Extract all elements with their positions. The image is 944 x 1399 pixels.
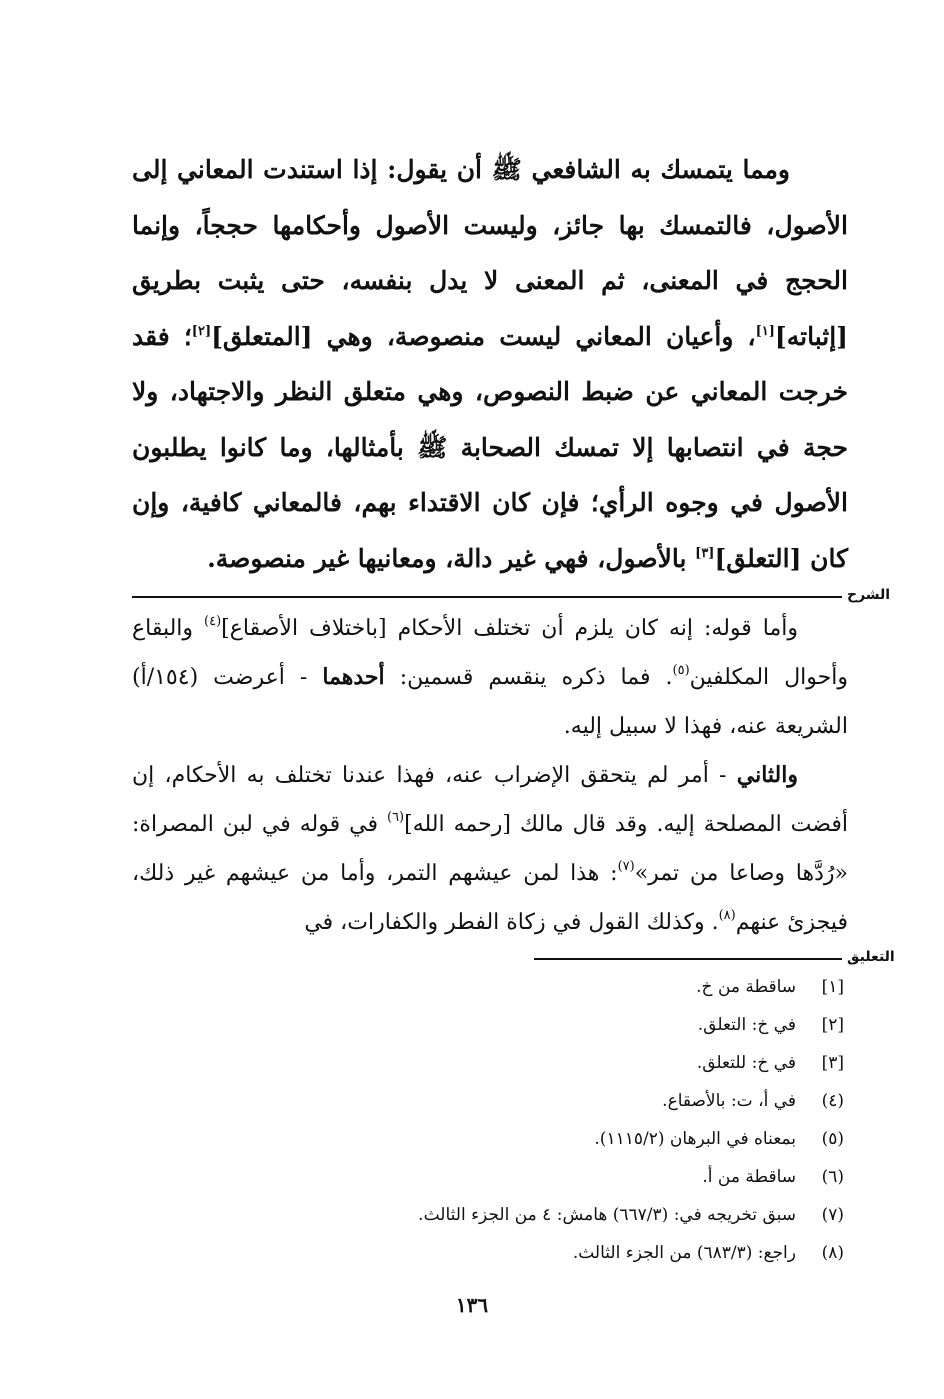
footnote-text: ساقطة من خ. (696, 977, 796, 997)
footnote-marker: (٦) (386, 810, 405, 825)
footnote-item (244, 1196, 844, 1234)
footnote-number: [٣] (821, 1053, 844, 1073)
main-text-part: ومما يتمسك به الشافعي ﷺ أن يقول: إذا استندت المعاني إلى الأصول، فالتمسك بها جائز، وليست الأصول وأحكامها حججاً، وإنما الحجج في المعنى، ثم المعنى لا يدل بنفسه، حتى يثبت بطريق [إثباته] (132, 155, 848, 351)
footnote-number: (٧) (821, 1205, 844, 1225)
page-number: ١٣٦ (455, 1293, 489, 1317)
sharh-divider (132, 596, 842, 598)
footnote-number: [١] (821, 977, 844, 997)
footnotes (244, 968, 844, 1272)
footnote-number: (٤) (821, 1091, 844, 1111)
footnote-text: راجع: (٦٨٣/٣) من الجزء الثالث. (572, 1243, 796, 1263)
main-paragraph (132, 142, 848, 586)
commentary-paragraph (132, 751, 848, 947)
commentary-emphasis: أحدهما (322, 664, 385, 690)
footnote-item (244, 1044, 844, 1082)
footnote-number: (٥) (821, 1129, 844, 1149)
commentary-paragraph (132, 604, 848, 751)
footnote-text: بمعناه في البرهان (١١١٥/٢). (594, 1129, 796, 1149)
commentary-text: وأما قوله: إنه كان يلزم أن تختلف الأحكام [باختلاف الأصقاع] (221, 616, 799, 641)
footnote-number: (٦) (821, 1167, 844, 1187)
footnote-marker: (٧) (617, 859, 635, 874)
footnote-text: ساقطة من أ. (702, 1167, 796, 1187)
commentary-text: والبقاع وأحوال المكلفين (132, 616, 848, 690)
footnote-item (244, 1006, 844, 1044)
footnote-text: في أ، ت: بالأصقاع. (662, 1091, 796, 1111)
footnote-item (244, 1234, 844, 1272)
reference-marker: [٢] (191, 323, 212, 339)
commentary-text: : هذا لمن عيشهم التمر، وأما من عيشهم غير ذلك، فيجزئ عنهم (132, 861, 848, 935)
footnote-text: سبق تخريجه في: (٦٦٧/٣) هامش: ٤ من الجزء الثالث. (418, 1205, 796, 1225)
footnote-marker: (٤) (204, 614, 222, 629)
taaliq-label: التعليق (847, 949, 895, 965)
commentary-emphasis: والثاني (736, 762, 798, 788)
commentary-text: . وكذلك القول في زكاة الفطر والكفارات، في (304, 910, 719, 935)
main-text-part: بالأصول، فهي غير دالة، ومعانيها غير منصوصة. (207, 543, 696, 573)
reference-marker: [٣] (695, 545, 715, 561)
commentary-text: في قوله في لبن المصراة: «رُدَّها وصاعا من تمر» (132, 812, 848, 886)
main-text-part: ، وأعيان المعاني ليست منصوصة، وهي [المتعلق] (211, 321, 756, 351)
footnote-item (244, 1082, 844, 1120)
footnote-text: في خ: التعلق. (697, 1015, 796, 1035)
footnote-marker: (٥) (672, 663, 690, 678)
commentary-text: - أعرضت (١٥٤/أ) الشريعة عنه، فهذا لا سبيل إليه. (132, 665, 848, 739)
commentary-text: - أمر لم يتحقق الإضراب عنه، فهذا عندنا تختلف به الأحكام، إن أفضت المصلحة إليه. وقد قال مالك [رحمه الله] (132, 763, 848, 837)
reference-marker: [١] (755, 323, 775, 339)
sharh-label: الشرح (847, 587, 891, 603)
footnote-number: (٨) (821, 1243, 844, 1263)
footnote-marker: (٨) (718, 908, 736, 923)
footnote-text: في خ: للتعلق. (696, 1053, 796, 1073)
footnote-number: [٢] (821, 1015, 844, 1035)
footnote-item (244, 1158, 844, 1196)
main-text-part: ؛ فقد خرجت المعاني عن ضبط النصوص، وهي متعلق النظر والاجتهاد، ولا حجة في انتصابها إلا تمسك الصحابة ﷺ بأمثالها، وما كانوا يطلبون الأصول في وجوه الرأي؛ فإن كان الاقتداء بهم، فالمعاني كافية، وإن كان [التعلق] (132, 321, 848, 573)
commentary (132, 604, 848, 947)
main-text (132, 142, 848, 586)
taaliq-divider (534, 958, 842, 960)
footnote-item (244, 968, 844, 1006)
commentary-text: . فما ذكره ينقسم قسمين: (384, 665, 673, 690)
footnote-item (244, 1120, 844, 1158)
